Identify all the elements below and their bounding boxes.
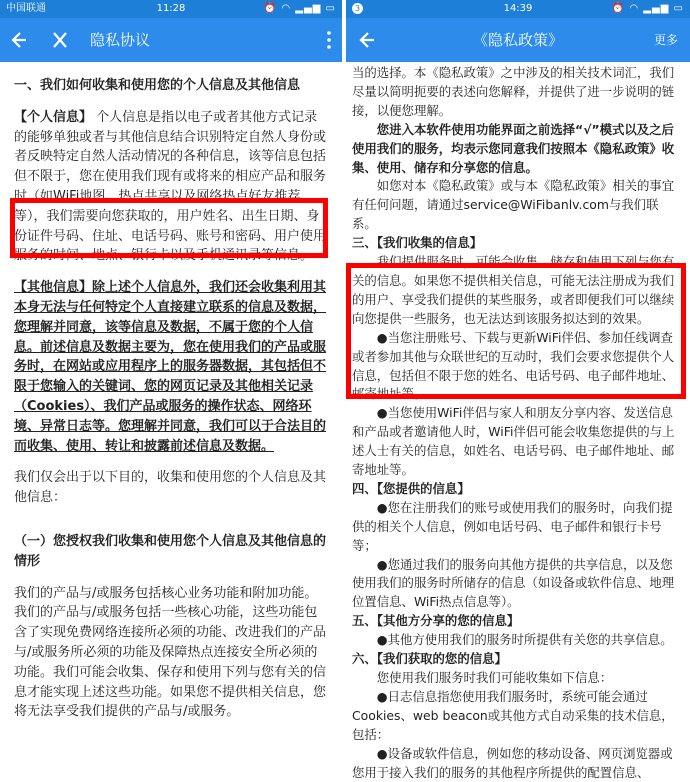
device-bullet: ●设备或软件信息，例如您的移动设备、网页浏览器或您用于接入我们的服务的其他程序所提供的配置信息、 <box>352 745 673 780</box>
intro-paragraph: 当的选择。本《隐私政策》之中涉及的相关技术词汇，我们尽量以简明扼要的表述向您解释，并提供了进一步说明的链接，以便您理解。 <box>352 65 675 118</box>
app-bar <box>346 18 690 62</box>
page-title: 《隐私政策》 <box>472 31 563 49</box>
arrow-left-icon[interactable] <box>10 18 30 62</box>
agreement-content <box>0 62 342 722</box>
other-info-text: 除上述个人信息外，我们还会收集利用其本身无法与任何特定个人直接建立联系的信息及数据，您理解并同意，该等信息及数据，不属于您的个人信息。前述信息及数据主要为，您在使用我们的产品或服务时，在网站或应用程序上的服务器数据，其包括但不限于您输入的关键词、您的网页记录及其他相关记录（Cookies）、我们产品或服务的操作状态、网络环境、异常日志等。您理解并同意，我们可以于合法目的而收集、使用、转让和披露前述信息及数据。 <box>14 280 327 454</box>
other-info-paragraph <box>14 278 328 456</box>
carrier-label: 中国联通 <box>6 3 46 14</box>
section-heading: 六、【我们获取的您的信息】 <box>352 651 507 667</box>
collect-paragraph: 我们提供服务时，可能会收集、储存和使用下列与您有关的信息。如果您不提供相关信息，可能无法注册成为我们的用户、享受我们提供的某些服务，或者即便我们可以继续向您提供一些服务，也无法达到该服务拟达到的效果。 <box>352 254 675 326</box>
signal-icon: ▂▄▆ <box>643 3 670 14</box>
policy-content <box>346 62 690 782</box>
right-phone-screen <box>346 0 690 780</box>
section-heading: 四、【您提供的信息】 <box>352 480 470 496</box>
subsection-heading: （一）您授权我们收集和使用您个人信息及其他信息的情形 <box>14 533 327 569</box>
section-heading: 三、【我们收集的信息】 <box>352 235 483 251</box>
highlight-box <box>346 263 686 399</box>
app-bar <box>0 18 342 62</box>
highlight-box <box>10 198 328 258</box>
notification-badge: 3 <box>352 0 363 18</box>
purpose-paragraph: 我们仅会出于以下目的，收集和使用您的个人信息及其他信息： <box>14 470 327 506</box>
consent-paragraph: 您进入本软件使用功能界面之前选择“√”模式以及之后使用我们的服务，均表示您同意我们按照本《隐私政策》收集、使用、储存和分享您的信息。 <box>352 121 675 175</box>
personal-info-label: 【个人信息】 <box>14 109 93 125</box>
more-vert-icon[interactable] <box>326 18 332 62</box>
status-bar <box>0 0 342 18</box>
section-heading: 五、【其他方分享的您的信息】 <box>352 613 520 629</box>
alarm-icon: ⏰ <box>611 3 626 14</box>
signal-icon: ▂▄▆ <box>295 3 322 14</box>
section-heading: 一、我们如何收集和使用您的个人信息及其他信息 <box>14 78 301 93</box>
core-features-paragraph: 我们的产品与/或服务包括核心业务功能和附加功能。我们的产品与/或服务包括一些核心功能，这些功能包含了实现免费网络连接所必须的功能、改进我们的产品与/或服务所必须的功能及保障热点连接安全所必须的功能。我们可能会收集、保存和使用下列与您有关的信息才能实现上述这些功能。如果您不提供相关信息，您将无法享受我们提供的产品与/或服务。 <box>14 585 327 720</box>
alarm-icon: ⏰ <box>263 3 278 14</box>
page-title: 隐私协议 <box>90 31 151 49</box>
personal-info-text: 个人信息是指以电子或者其他方式记录的能够单独或者与其他信息结合识别特定自然人身份或者反映特定自然人活动情况的各种信息，该等信息包括但不限于，您在使用我们现有或将来的相应产品和服务时（如WiFi地图、热点共享以及网络热点好友推荐等），我们需要向您获取的，用户姓名、出生日期、身份证件号码、住址、电话号码、账号和密码、用户使用服务的时间、地点、银行卡以及手机通讯录等信息。 <box>14 109 327 264</box>
more-button[interactable]: 更多 <box>653 33 678 47</box>
status-icons <box>612 0 684 18</box>
left-phone-screen <box>0 0 342 720</box>
provided-bullet-2: ●您通过我们的服务向其他方提供的共享信息，以及您使用我们的服务时所储存的信息（如设备或软件信息、地理位置信息、WiFi热点信息等）。 <box>352 556 675 610</box>
status-time: 14:39 <box>503 3 533 14</box>
register-bullet: ●当您注册账号、下载与更新WiFi伴侣、参加任线调查或者参加其他与众联世纪的互动时，我们会要求您提供个人信息，包括但不限于您的姓名、电话号码、电子邮件地址、邮寄地址等。 <box>352 329 675 402</box>
provided-bullet-1: ●您在注册我们的账号或使用我们的服务时，向我们提供的相关个人信息，例如电话号码、电子邮件和银行卡号等； <box>352 499 673 553</box>
share-bullet: ●当您使用WiFi伴侣与家人和朋友分享内容、发送信息和产品或者邀请他人时，WiFi伴侣可能会收集您提供的与上述人士有关的信息，如姓名、电话号码、电子邮件地址、邮寄地址等。 <box>352 405 675 478</box>
battery-icon: ▭ <box>325 3 336 14</box>
contact-paragraph: 如您对本《隐私政策》或与本《隐私政策》相关的事宜有任何问题，请通过service@WiFibanlv.com与我们联系。 <box>352 178 675 232</box>
obtain-paragraph: 您使用我们服务时我们可能收集如下信息： <box>376 670 613 685</box>
status-icons <box>264 0 336 18</box>
wifi-icon: ◠ <box>629 3 640 14</box>
other-info-label: 【其他信息】 <box>14 280 93 296</box>
battery-icon: ▭ <box>673 3 684 14</box>
other-party-bullet: ●其他方使用我们的服务时所提供有关您的共享信息。 <box>376 632 673 648</box>
close-icon[interactable] <box>50 18 70 62</box>
status-time: 11:28 <box>156 3 186 14</box>
log-bullet: ●日志信息指您使用我们服务时，系统可能会通过Cookies、web beacon或其他方式自动采集的技术信息，包括： <box>352 688 674 742</box>
wifi-icon: ◠ <box>281 3 292 14</box>
status-bar <box>346 0 690 18</box>
